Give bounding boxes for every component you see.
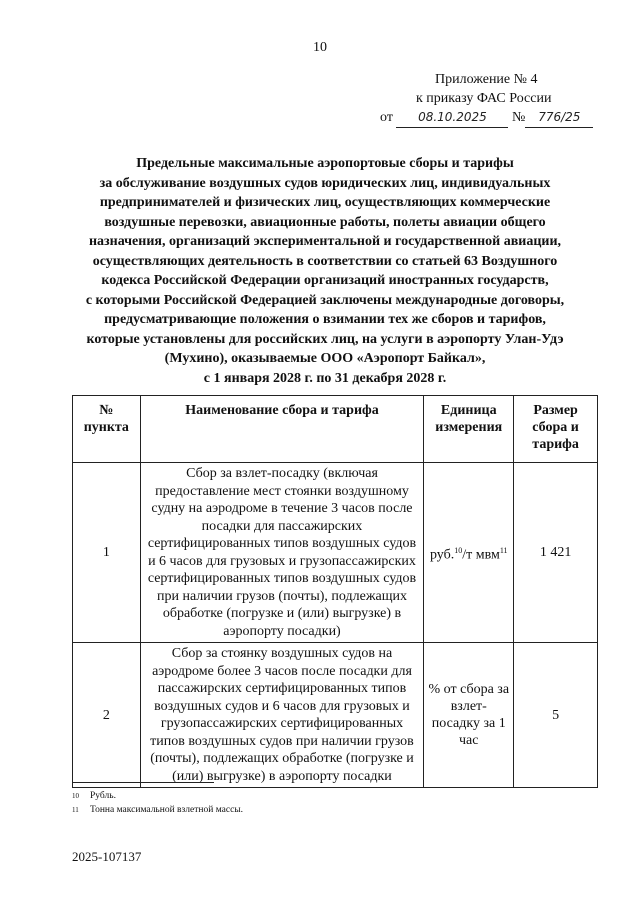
title-line: которые установлены для российских лиц, на услуги в аэропорту Улан-Удэ [86, 331, 564, 347]
document-title [60, 154, 590, 388]
footnote-mark: 11 [72, 806, 79, 814]
document-id: 2025-107137 [72, 849, 142, 864]
handwritten-number: 776/25 [525, 108, 593, 128]
footnote-text: Тонна максимальной взлетной массы. [90, 805, 244, 815]
footnote-ref: 10 [454, 545, 463, 555]
title-line: осуществляющих деятельность в соответствии со статьей 63 Воздушного [92, 253, 558, 269]
title-line: кодекса Российской Федерации организаций иностранных государств, [101, 273, 549, 288]
page-number: 10 [313, 40, 327, 55]
footnote-item [72, 789, 243, 803]
footnote-text: Рубль. [90, 791, 116, 801]
row-num: 2 [73, 643, 141, 788]
title-line: с 1 января 2028 г. по 31 декабря 2028 г. [203, 370, 447, 386]
header-num: № пункта [73, 396, 141, 463]
title-line: Предельные максимальные аэропортовые сборы и тарифы [136, 156, 514, 171]
title-line: воздушные перевозки, авиационные работы, полеты авиации общего [104, 214, 546, 230]
appendix-header [380, 70, 580, 128]
title-line: назначения, организаций экспериментальной и государственной авиации, [88, 234, 562, 249]
date-prefix: от [380, 110, 393, 125]
table-row [73, 463, 598, 643]
handwritten-date: 08.10.2025 [396, 108, 508, 128]
footnote-mark: 10 [72, 792, 79, 800]
title-line: предпринимателей и физических лиц, осуществляющих коммерческие [99, 195, 551, 210]
header-name: Наименование сбора и тарифа [140, 396, 424, 463]
table-row [73, 643, 598, 788]
header-unit: Единица измерения [424, 396, 514, 463]
title-line: (Мухино), оказываемые ООО «Аэропорт Байкал», [164, 351, 486, 366]
title-line: предусматривающие положения о взимании тех же сборов и тарифов, [104, 312, 546, 327]
unit-part: руб. [429, 547, 455, 563]
unit-part: /т мвм [462, 547, 500, 563]
row-name: Сбор за взлет-посадку (включая предоставление мест стоянки воздушному судну на аэродроме в течение 3 часов после посадки для пассажирских сертифицированных типов воздушных судов и 6 часов для грузовых и грузопассажирских сертифицированных типов воздушных судов при наличии грузов (почты), подлежащих обработке (погрузке и (или) выгрузке) в аэропорту посадки) [140, 463, 424, 643]
fees-table [72, 395, 598, 788]
appendix-order-ref: к приказу ФАС России [416, 91, 552, 106]
appendix-date-number [380, 108, 580, 128]
title-line: за обслуживание воздушных судов юридических лиц, индивидуальных [99, 175, 551, 191]
footnote-item [72, 803, 243, 817]
row-unit [424, 463, 514, 643]
title-line: с которыми Российской Федерацией заключены международные договоры, [85, 292, 565, 308]
footnote-ref: 11 [499, 545, 508, 555]
footnote-divider [72, 782, 214, 783]
footnotes [72, 789, 243, 817]
row-unit: % от сбора за взлет-посадку за 1 час [424, 643, 514, 788]
header-size: Размер сбора и тарифа [514, 396, 598, 463]
row-name: Сбор за стоянку воздушных судов на аэродроме более 3 часов после посадки для пассажирских сертифицированных типов воздушных судов и 6 часов для грузовых и грузопассажирских сертифицированных типов воздушных судов при наличии грузов (почты), подлежащих обработке (погрузке и (или) выгрузке) в аэропорту посадки [140, 643, 424, 788]
row-size: 1 421 [514, 463, 598, 643]
table-header-row [73, 396, 598, 463]
row-size: 5 [514, 643, 598, 788]
number-prefix: № [511, 110, 526, 125]
appendix-title: Приложение № 4 [435, 72, 538, 87]
row-num: 1 [73, 463, 141, 643]
